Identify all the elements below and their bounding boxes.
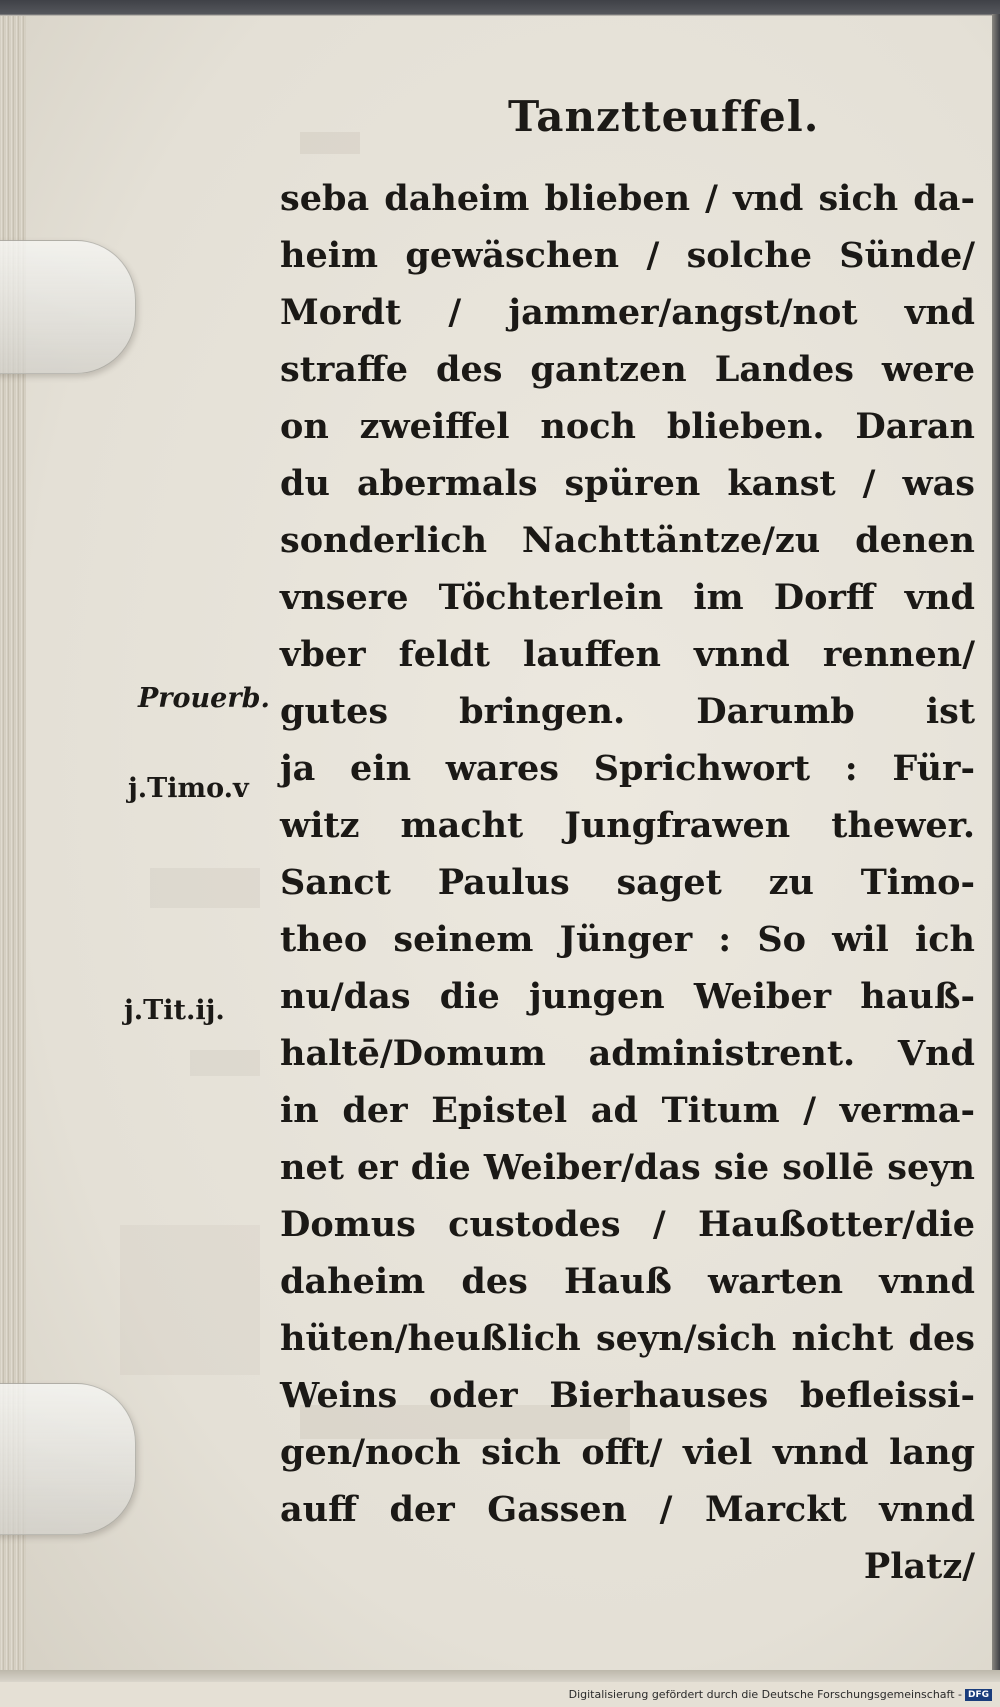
text-line: on zweiffel noch blieben. Daran <box>280 406 975 447</box>
show-through <box>150 868 260 908</box>
text-line: straffe des gantzen Landes were <box>280 349 975 390</box>
text-line: Mordt / jammer/angst/not vnd <box>280 292 975 333</box>
page-clip <box>0 240 136 374</box>
text-line: gen/noch sich offt/ viel vnnd lang <box>280 1432 975 1473</box>
text-line: heim gewäschen / solche Sünde/ <box>280 235 975 276</box>
catchword: Platz/ <box>863 1546 975 1587</box>
show-through <box>190 1050 260 1076</box>
text-line: Domus custodes / Haußotter/die <box>280 1204 975 1245</box>
show-through <box>300 132 360 154</box>
footer <box>569 1688 992 1701</box>
text-line: daheim des Hauß warten vnnd <box>280 1261 975 1302</box>
text-line: vber feldt lauffen vnnd rennen/ <box>280 634 975 675</box>
right-page-edge <box>992 14 1000 1674</box>
running-head: Tanztteuffel. <box>508 92 820 141</box>
text-line: vnsere Töchterlein im Dorff vnd <box>280 577 975 618</box>
text-block <box>280 170 980 1595</box>
text-line: witz macht Jungfrawen thewer. <box>280 805 975 846</box>
text-line: sonderlich Nachttäntze/zu denen <box>280 520 975 561</box>
footer-credit: Digitalisierung gefördert durch die Deutsche Forschungsgemeinschaft - <box>568 1688 962 1701</box>
text-line: gutes bringen. Darumb ist <box>280 691 975 732</box>
text-line: haltē/Domum administrent. Vnd <box>280 1033 975 1074</box>
text-line: auff der Gassen / Marckt vnnd <box>280 1489 975 1530</box>
marginal-note-timothy: j.Timo.v <box>128 773 249 804</box>
page-clip <box>0 1383 136 1535</box>
text-line: Weins oder Bierhauses befleissi‑ <box>280 1375 975 1416</box>
show-through <box>120 1225 260 1375</box>
dfg-logo: DFG <box>965 1689 992 1701</box>
text-line: nu/das die jungen Weiber hauß‑ <box>280 976 975 1017</box>
bottom-edge <box>0 1670 1000 1682</box>
text-line: seba daheim blieben / vnd sich da‑ <box>280 178 975 219</box>
text-line: hüten/heußlich seyn/sich nicht des <box>280 1318 975 1359</box>
text-line: Sanct Paulus saget zu Timo‑ <box>280 862 975 903</box>
marginal-note-titus: j.Tit.ij. <box>124 995 225 1026</box>
text-line: theo seinem Jünger : So wil ich <box>280 919 975 960</box>
text-line: in der Epistel ad Titum / verma‑ <box>280 1090 975 1131</box>
text-line: ja ein wares Sprichwort : Für‑ <box>280 748 975 789</box>
text-line: net er die Weiber/das sie sollē seyn <box>280 1147 975 1188</box>
text-line: du abermals spüren kanst / was <box>280 463 975 504</box>
marginal-note-proverb: Prouerb. <box>138 683 270 714</box>
